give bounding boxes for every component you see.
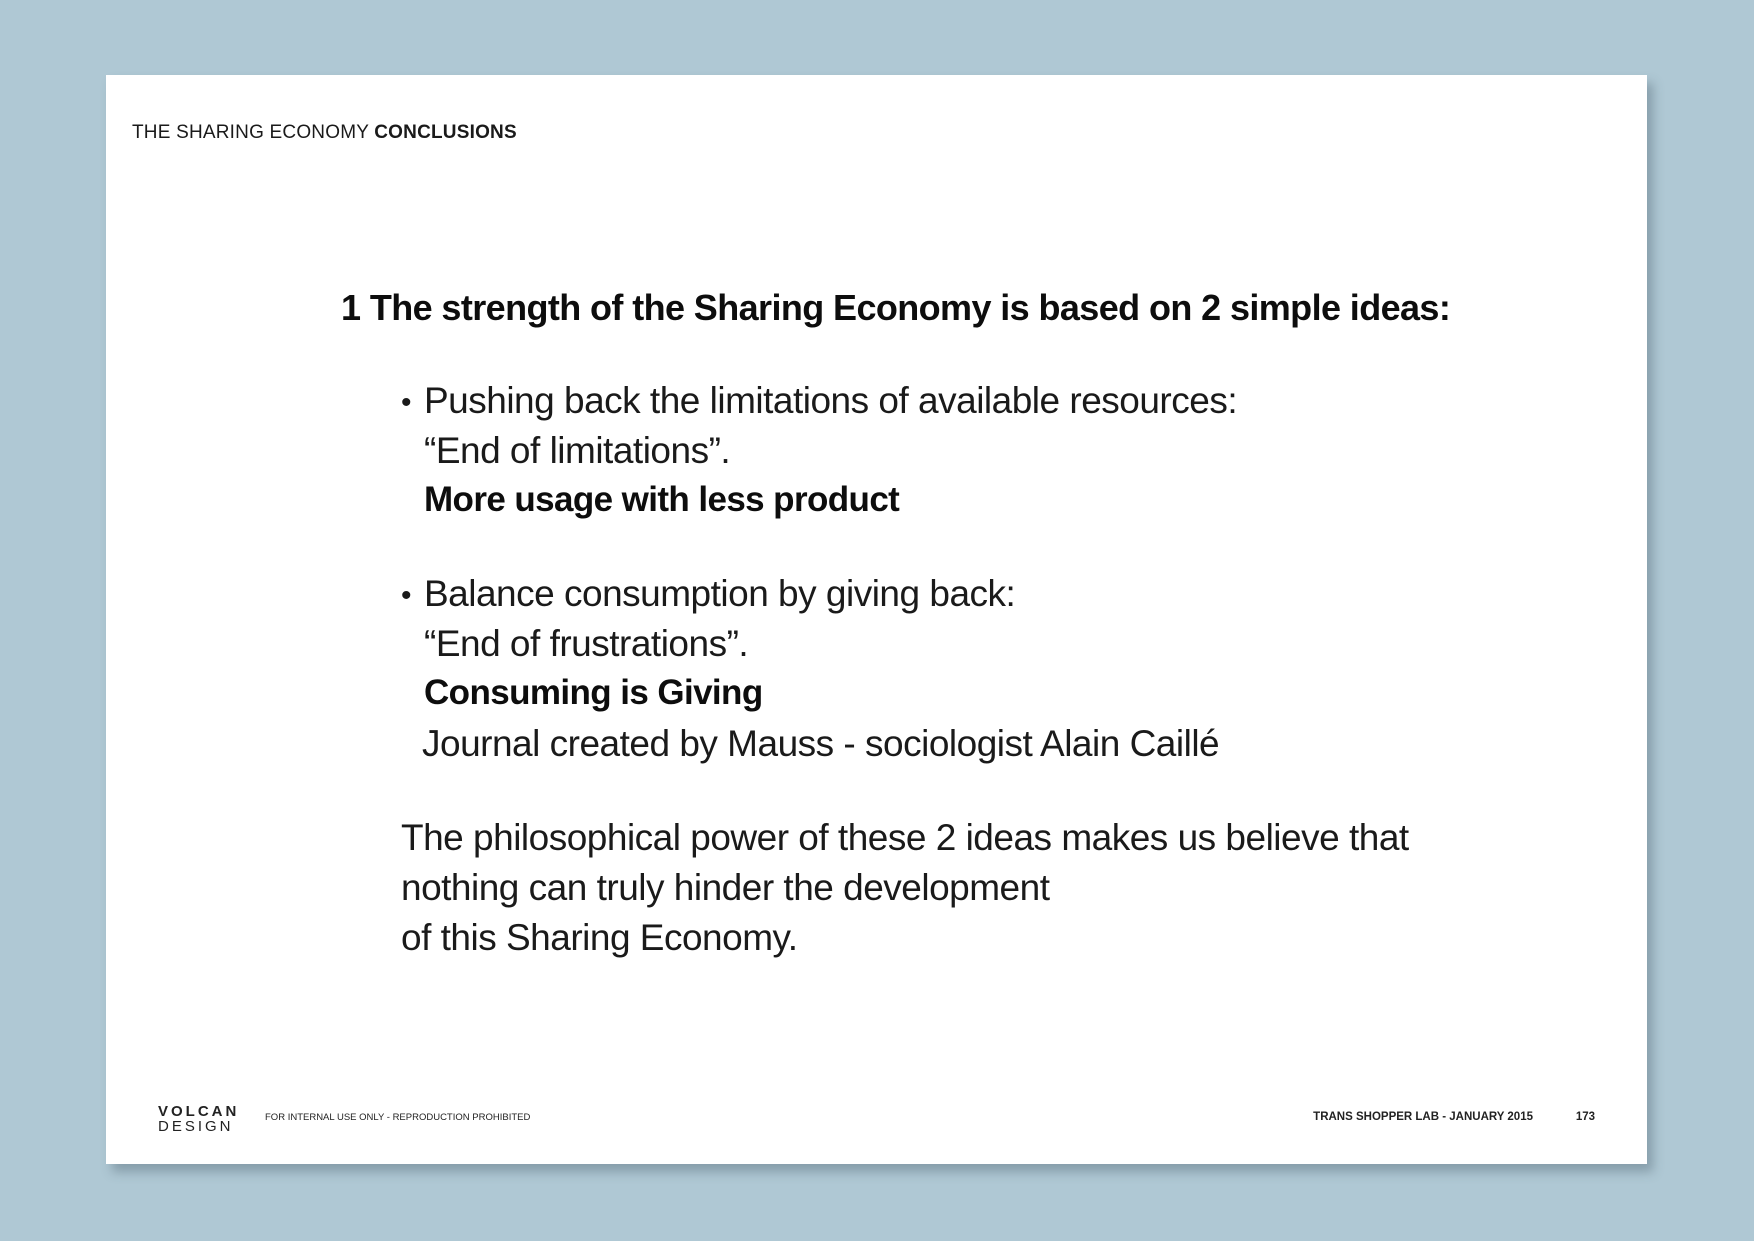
- logo-line-1: VOLCAN: [158, 1103, 240, 1120]
- footer-publication: TRANS SHOPPER LAB - JANUARY 2015: [1313, 1111, 1533, 1123]
- conclusion-line-3: of this Sharing Economy.: [401, 917, 798, 958]
- page-number: 173: [1575, 1111, 1595, 1123]
- logo-line-2: DESIGN: [158, 1118, 234, 1135]
- idea-2-line-1: Balance consumption by giving back:: [424, 573, 1016, 614]
- conclusion-line-1: The philosophical power of these 2 ideas makes us believe that: [401, 817, 1409, 858]
- idea-2-line-2: “End of frustrations”.: [424, 623, 749, 664]
- idea-2-source: Journal created by Mauss - sociologist Alain Caillé: [422, 723, 1220, 764]
- bullet-icon-idea-2: •: [401, 579, 412, 612]
- bullet-icon-idea-1: •: [401, 386, 412, 419]
- section-title: THE SHARING ECONOMY: [132, 122, 369, 143]
- idea-1-line-2: “End of limitations”.: [424, 430, 731, 471]
- volcan-design-logo: [158, 1104, 244, 1134]
- idea-1-line-1: Pushing back the limitations of available resources:: [424, 380, 1238, 421]
- footer-notice: FOR INTERNAL USE ONLY - REPRODUCTION PROHIBITED: [265, 1112, 531, 1123]
- idea-1-emphasis: More usage with less product: [424, 480, 900, 519]
- conclusion-line-2: nothing can truly hinder the development: [401, 867, 1050, 908]
- section-header: [132, 122, 517, 144]
- slide-heading: 1 The strength of the Sharing Economy is based on 2 simple ideas:: [341, 287, 1451, 328]
- idea-2-emphasis: Consuming is Giving: [424, 673, 763, 712]
- slide-page: [106, 75, 1647, 1164]
- subsection-title: CONCLUSIONS: [374, 122, 517, 143]
